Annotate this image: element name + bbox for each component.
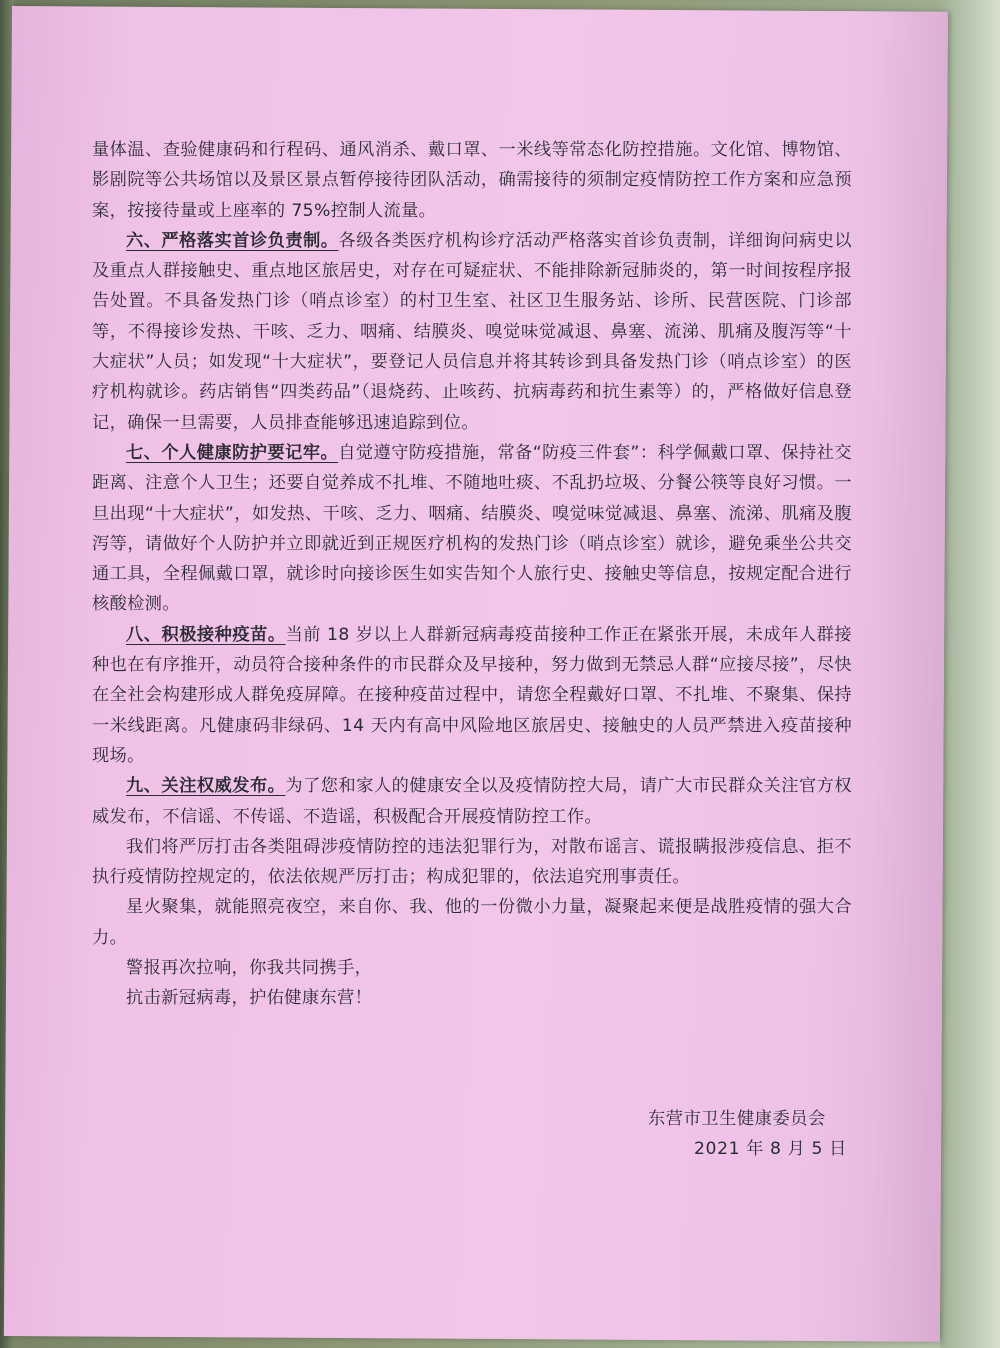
paragraph-text: 当前 18 岁以上人群新冠病毒疫苗接种工作正在紧张开展，未成年人群接种也在有序推开，动员符合接种条件的市民群众及早接种，努力做到无禁忌人群“应接尽接”，尽快在全社会构建形成人群免疫屏障。在接种疫苗过程中，请您全程戴好口罩、不扎堆、不聚集、保持一米线距离。凡健康码非绿码、14 天内有高中风险地区旅居史、接触史的人员严禁进入疫苗接种现场。 (92, 624, 852, 766)
paragraph-section-7 (92, 438, 852, 620)
paragraph-section-9 (92, 771, 852, 832)
paragraph-intro (92, 135, 852, 226)
paragraph-text: 为了您和家人的健康安全以及疫情防控大局，请广大市民群众关注官方权威发布，不信谣、不传谣、不造谣，积极配合开展疫情防控工作。 (92, 776, 852, 827)
background-floor-right (940, 0, 1000, 1348)
section-heading: 八、积极接种疫苗。 (126, 624, 286, 645)
paragraph-text: 我们将严厉打击各类阻碍涉疫情防控的违法犯罪行为，对散布谣言、谎报瞒报涉疫信息、拒不执行疫情防控规定的，依法依规严厉打击；构成犯罪的，依法追究刑事责任。 (92, 836, 852, 888)
section-heading: 九、关注权威发布。 (126, 776, 286, 797)
section-heading: 七、个人健康防护要记牢。 (126, 442, 339, 463)
paragraph-spark (92, 892, 852, 953)
paragraph-slogan (92, 983, 852, 1013)
signature-date: 2021 年 8 月 5 日 (694, 1139, 847, 1159)
paragraph-text: 量体温、查验健康码和行程码、通风消杀、戴口罩、一米线等常态化防控措施。文化馆、博物馆、影剧院等公共场馆以及景区景点暂停接待团队活动，确需接待的须制定疫情防控工作方案和应急预案，按接待量或上座率的 75%控制人流量。 (92, 140, 852, 221)
paragraph-crackdown (92, 832, 852, 893)
paragraph-section-8 (92, 620, 852, 771)
paragraph-text: 抗击新冠病毒，护佑健康东营！ (126, 988, 373, 1009)
paragraph-section-6 (92, 226, 852, 438)
section-heading: 六、严格落实首诊负责制。 (126, 230, 339, 251)
paragraph-text: 自觉遵守防疫措施，常备“防疫三件套”：科学佩戴口罩、保持社交距离、注意个人卫生；还要自觉养成不扎堆、不随地吐痰、不乱扔垃圾、分餐公筷等良好习惯。一旦出现“十大症状”，如发热、干咳、乏力、咽痛、结膜炎、嗅觉味觉减退、鼻塞、流涕、肌痛及腹泻等，请做好个人防护并立即就近到正规医疗机构的发热门诊（哨点诊室）就诊，避免乘坐公共交通工具，全程佩戴口罩，就诊时向接诊医生如实告知个人旅行史、接触史等信息，按规定配合进行核酸检测。 (92, 442, 852, 615)
paragraph-text: 各级各类医疗机构诊疗活动严格落实首诊负责制，详细询问病史以及重点人群接触史、重点地区旅居史，对存在可疑症状、不能排除新冠肺炎的，第一时间按程序报告处置。不具备发热门诊（哨点诊室）的村卫生室、社区卫生服务站、诊所、民营医院、门诊部等，不得接诊发热、干咳、乏力、咽痛、结膜炎、嗅觉味觉减退、鼻塞、流涕、肌痛及腹泻等“十大症状”人员；如发现“十大症状”，要登记人员信息并将其转诊到具备发热门诊（哨点诊室）的医疗机构就诊。药店销售“四类药品”（退烧药、止咳药、抗病毒药和抗生素等）的，严格做好信息登记，确保一旦需要，人员排查能够迅速追踪到位。 (92, 230, 852, 433)
paper-shadow (870, 11, 948, 1341)
paragraph-text: 星火聚集，就能照亮夜空，来自你、我、他的一份微小力量，凝聚起来便是战胜疫情的强大合力。 (92, 897, 852, 948)
signature-organization: 东营市卫生健康委员会 (648, 1109, 826, 1129)
paragraph-text: 警报再次拉响，你我共同携手， (126, 958, 373, 979)
document-body (92, 135, 852, 1014)
paragraph-alarm (92, 953, 852, 983)
